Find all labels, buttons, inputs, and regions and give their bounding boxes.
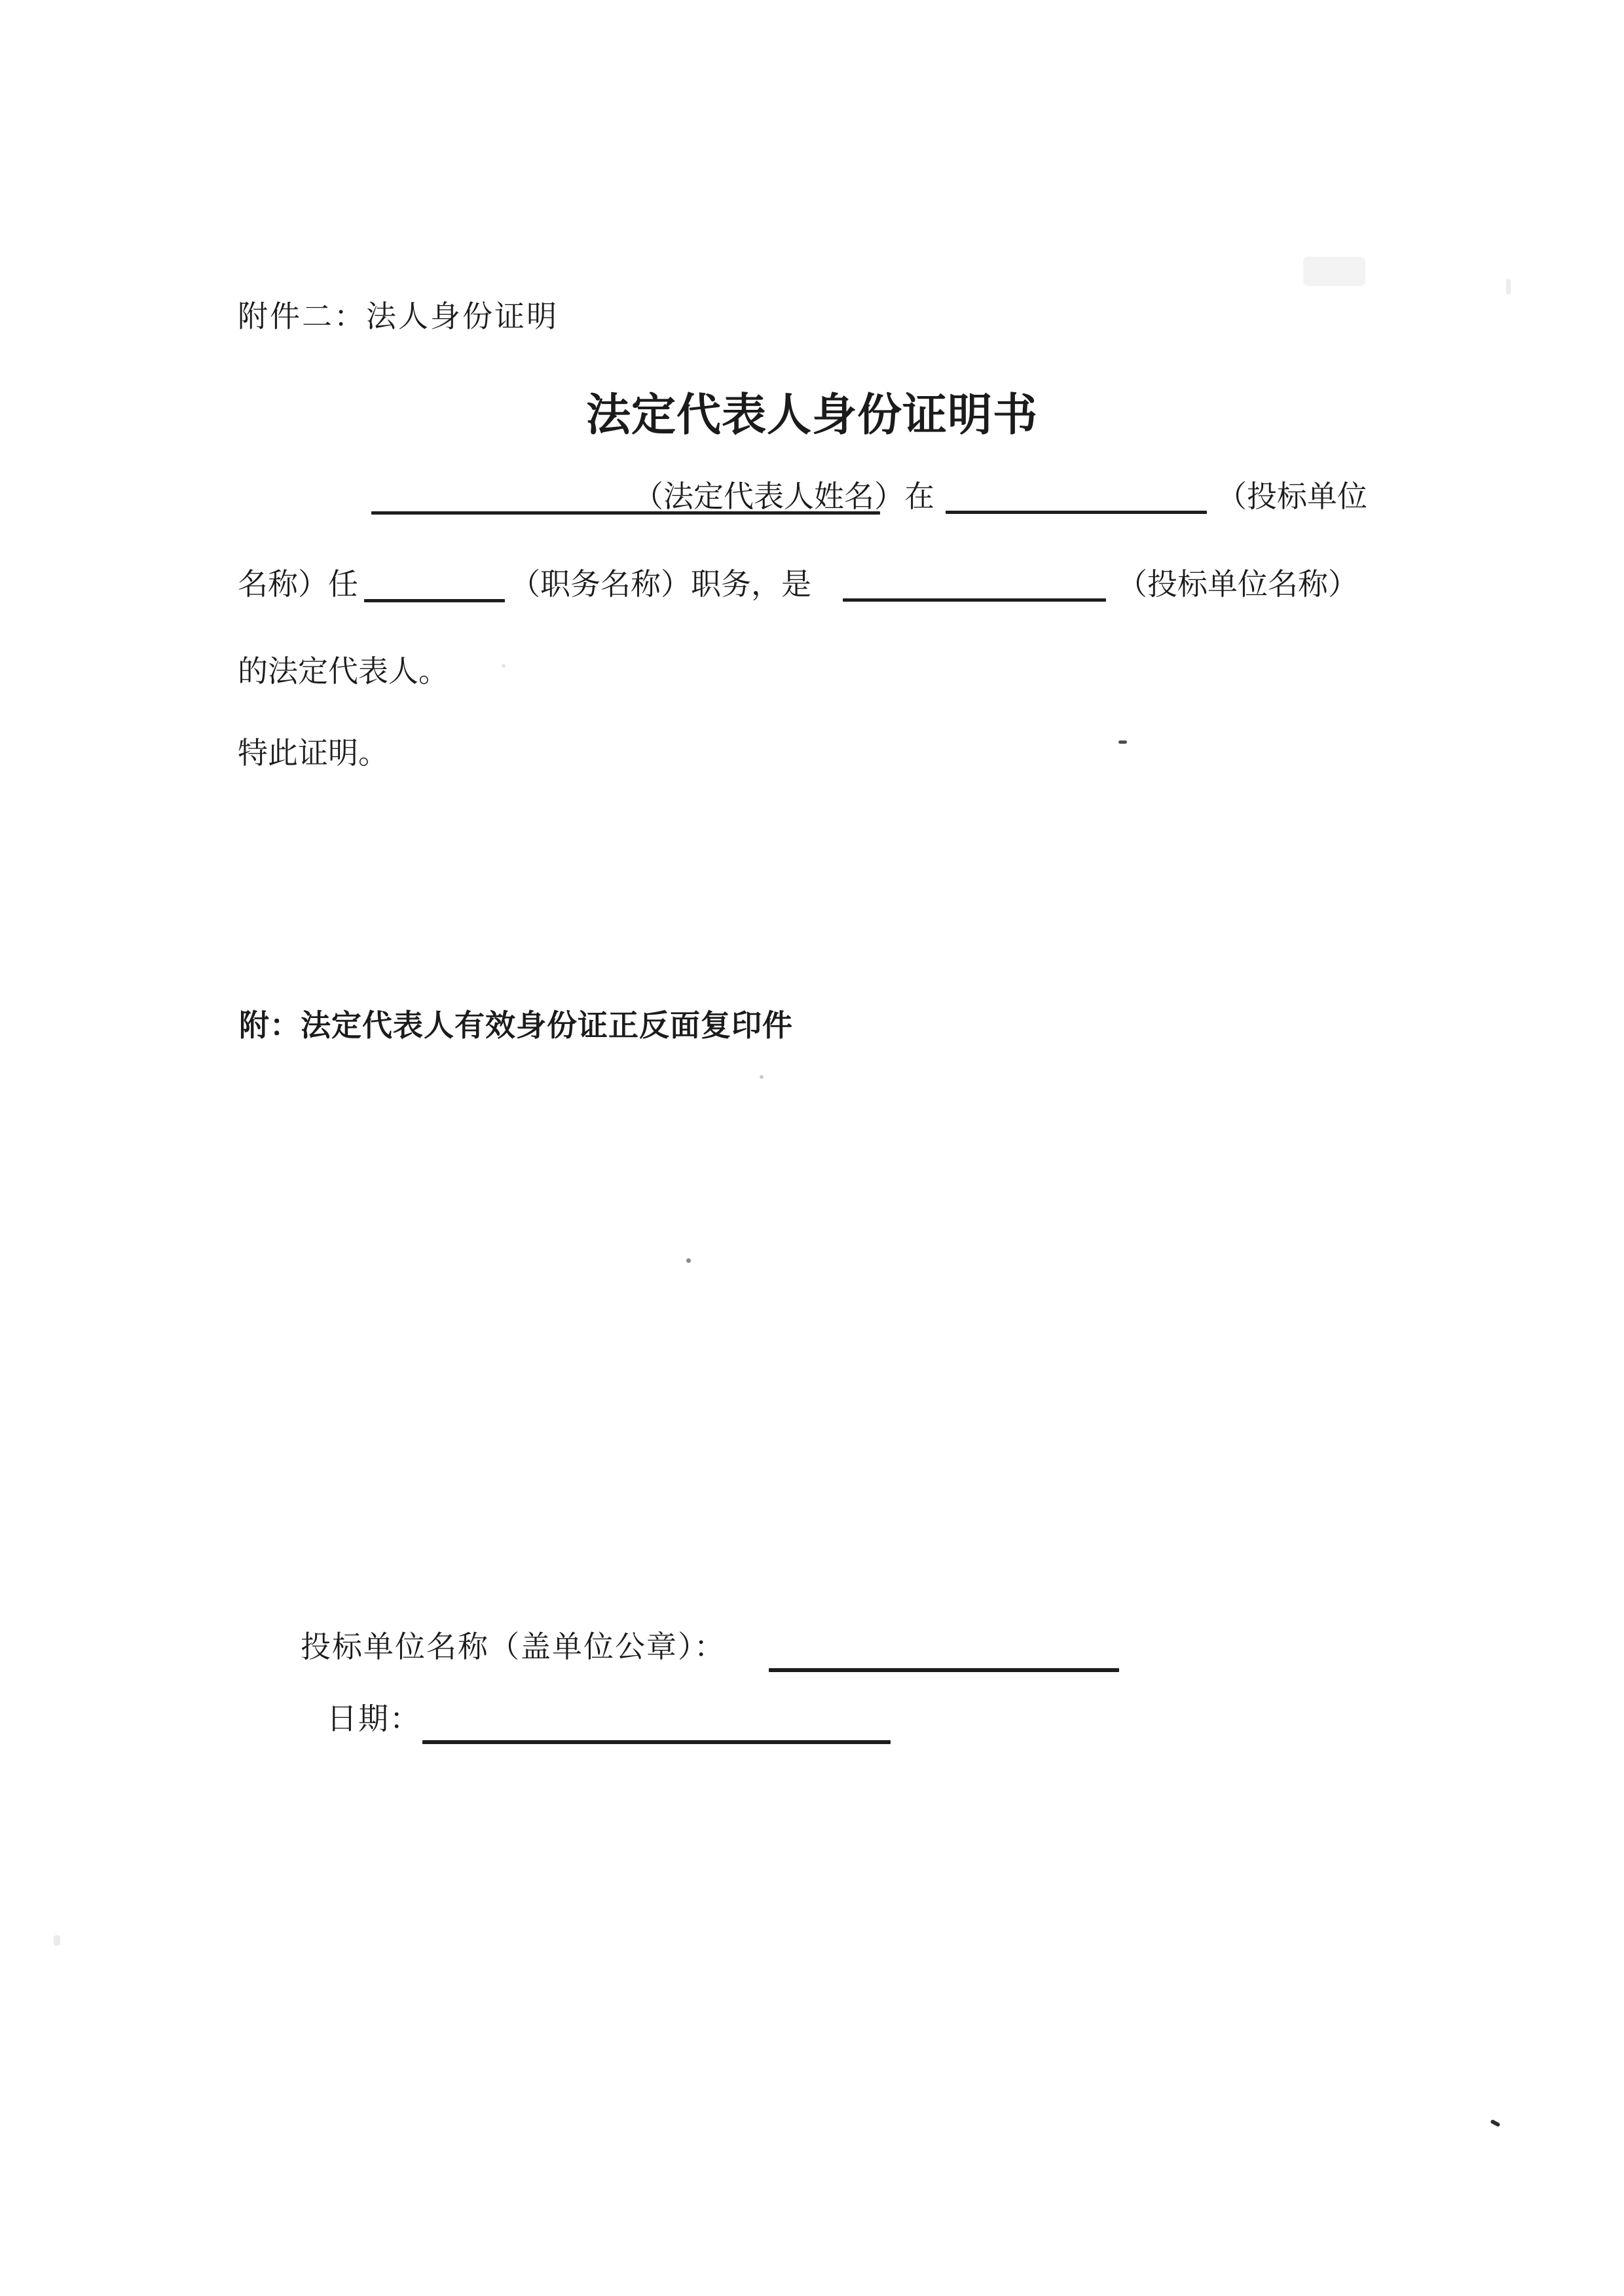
signature-date-label: 日期： (327, 1702, 421, 1736)
scan-artifact-dot (686, 1258, 691, 1263)
attachment-note: 附：法定代表人有效身份证正反面复印件 (239, 1009, 793, 1042)
fill-blank-position (364, 599, 505, 602)
signature-line-company (769, 1668, 1119, 1672)
scan-artifact-smudge (1506, 279, 1511, 295)
scan-artifact-smudge (502, 664, 506, 668)
closing-statement: 特此证明。 (238, 737, 388, 770)
paragraph-line3: 的法定代表人。 (238, 655, 449, 688)
scan-artifact-smudge (54, 1935, 60, 1946)
document-title: 法定代表人身份证明书 (585, 390, 1038, 440)
signature-line-date (422, 1740, 891, 1744)
position-hint: （职务名称）职务，是 (510, 568, 811, 601)
signature-company-label: 投标单位名称（盖单位公章）： (301, 1630, 726, 1664)
paragraph-line2-lead: 名称）任 (238, 568, 358, 601)
representative-name-hint: （法定代表人姓名）在 (633, 480, 934, 513)
fill-blank-bidder-company-2 (843, 598, 1106, 602)
fill-blank-bidder-company-1 (946, 511, 1207, 514)
attachment-heading: 附件二：法人身份证明 (238, 300, 559, 333)
scan-artifact-tick (1490, 2119, 1500, 2127)
scan-artifact-smudge (1303, 257, 1365, 286)
scan-artifact-dash (1118, 740, 1127, 744)
scan-artifact-dot (760, 1075, 764, 1079)
bidder-company-hint-open: （投标单位 (1217, 480, 1367, 513)
bidder-company-name-hint: （投标单位名称） (1117, 568, 1358, 601)
